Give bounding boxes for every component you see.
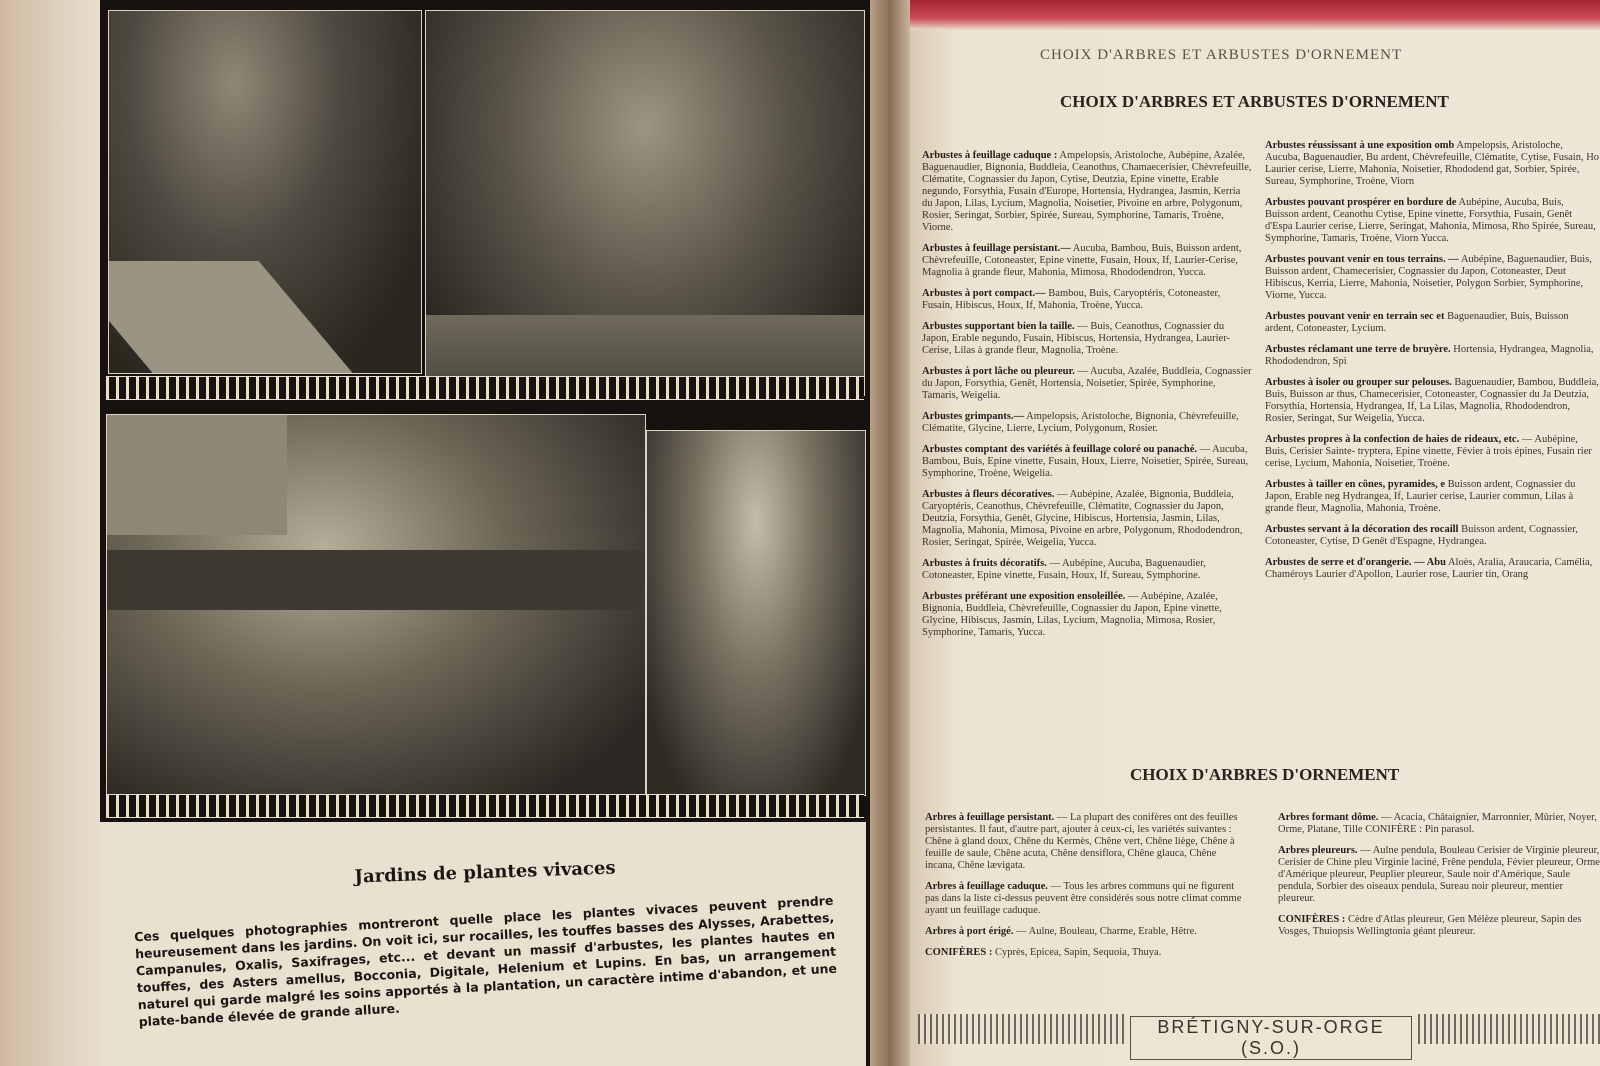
- list-entry: [1265, 197, 1600, 245]
- list-entry: [1265, 311, 1600, 335]
- entry-body: — Aulne, Bouleau, Charme, Erable, Hêtre.: [1016, 926, 1197, 937]
- ornamental-frieze-top: [106, 376, 864, 400]
- section-title: CHOIX D'ARBRES ET ARBUSTES D'ORNEMENT: [1060, 92, 1449, 111]
- list-entry: [922, 321, 1252, 357]
- entry-body: Baguenaudier, Bambou, Buddleia, Buis, Buisson ar thus, Chamecerisier, Cotoneaster, Cognassier du Ja Deutzia, Forsythia, Hortensia, Hydrangea, If, La Lilas, Magnolia, Rhododendron, Rosier, Seringat, Sur Weigelia, Yucca.: [1265, 377, 1599, 424]
- entry-body: Aubépine, Baguenaudier, Buis, Buisson ardent, Chamecerisier, Cognassier du Japon, Cotoneaster, Deut Hibiscus, Kerria, Lierre, Mahonia, Noisetier, Polygon Sorbier, Symphorine, Viorne, Yucca.: [1265, 254, 1592, 301]
- photo-path: [108, 261, 359, 374]
- entry-body: — Buis, Ceanothus, Cognassier du Japon, Erable negundo, Fusain, Hibiscus, Hortensia, Hydrangea, Laurier-Cerise, Lilas à grande fleur, Magnolia, Troène.: [922, 321, 1230, 356]
- photo-shrub-border: [425, 10, 865, 396]
- footer-place: BRÉTIGNY-SUR-ORGE (S.O.): [1130, 1016, 1412, 1060]
- entry-heading: Arbres pleureurs.: [1278, 845, 1358, 856]
- list-entry: [922, 411, 1252, 435]
- entry-body: Baguenaudier, Buis, Buisson ardent, Cotoneaster, Lycium.: [1265, 311, 1569, 334]
- entry-body: Aubépine, Aucuba, Buis, Buisson ardent, Ceanothu Cytise, Epine vinette, Forsythia, Fusain, Genêt d'Espa Laurier cerise, Lierre, Seringat, Mahonia, Mimosa, Rho Spirée, Sureau, Symphorine, Tamaris, Troène, Viorn Yucca.: [1265, 197, 1596, 244]
- caption-title: Jardins de plantes vivaces: [354, 857, 616, 888]
- list-entry: [1265, 434, 1600, 470]
- entry-heading: CONIFÈRES :: [1278, 914, 1346, 925]
- footer-ornament-right: [1418, 1014, 1600, 1044]
- entry-heading: Arbustes à fruits décoratifs.: [922, 558, 1047, 569]
- entry-body: — Tous les arbres communs qui ne figurent pas dans la liste ci-dessus peuvent être considérés sous notre climat comme ayant un feuillage caduque.: [925, 881, 1242, 916]
- photo-flower-bed: [646, 430, 866, 796]
- entry-body: Ampelopsis, Aristoloche, Bignonia, Chèvrefeuille, Clématite, Glycine, Lierre, Lycium, Polygonum, Rosier.: [922, 411, 1239, 434]
- entry-heading: Arbustes réclamant une terre de bruyère.: [1265, 344, 1451, 355]
- entry-heading: Arbres à feuillage caduque.: [925, 881, 1048, 892]
- entry-heading: Arbustes propres à la confection de haies de rideaux, etc.: [1265, 434, 1520, 445]
- list-entry: [922, 366, 1252, 402]
- entry-body: — Aubépine, Azalée, Bignonia, Buddleia, Caryoptéris, Ceanothus, Chèvrefeuille, Clématite, Cognassier du Japon, Deutzia, Forsythia, Genêt, Glycine, Hibiscus, Hortensia, Jasmin, Lilas, Magnolia, Mahonia, Mimosa, Pivoine en arbre, Polygonum, Rhododendron, Rosier, Seringat, Spirée, Weigelia, Yucca.: [922, 489, 1243, 548]
- bookmark-edge: [880, 0, 1600, 30]
- list-entry: [922, 243, 1252, 279]
- entry-heading: Arbustes préférant une exposition ensoleillée.: [922, 591, 1126, 602]
- photo-hedge: [107, 550, 645, 610]
- entry-heading: Arbustes supportant bien la taille.: [922, 321, 1075, 332]
- section-title-2: CHOIX D'ARBRES D'ORNEMENT: [1130, 765, 1400, 784]
- list-entry: [925, 812, 1245, 872]
- ornamental-frieze-bottom: [106, 794, 864, 818]
- entry-heading: Arbres formant dôme.: [1278, 812, 1379, 823]
- entry-heading: Arbustes à port compact.—: [922, 288, 1046, 299]
- entry-body: Ampelopsis, Aristoloche, Aucuba, Baguenaudier, Bu ardent, Chèvrefeuille, Clématite, Cytise, Fusain, Ho Laurier cerise, Lierre, Mahonia, Noisetier, Rhododend gat, Sorbier, Spirée, Sureau, Symphorine, Troène, Viorn: [1265, 140, 1600, 187]
- list-entry: [922, 591, 1252, 639]
- list-entry: [1265, 140, 1600, 188]
- entry-body: Buisson ardent, Cognassier, Cotoneaster, Cytise, D Genêt d'Espagne, Hydrangea.: [1265, 524, 1578, 547]
- entry-heading: Arbustes à feuillage caduque :: [922, 150, 1058, 161]
- entry-heading: Arbustes à feuillage persistant.—: [922, 243, 1071, 254]
- book-spine: [870, 0, 910, 1066]
- photo-house-garden: [106, 414, 646, 796]
- entry-heading: Arbustes pouvant venir en tous terrains. —: [1265, 254, 1459, 265]
- entry-body: — La plupart des conifères ont des feuilles persistantes. Il faut, d'autre part, ajouter à ceux-ci, les variétés suivantes : Chêne à gland doux, Chêne du Kermès, Chêne vert, Chêne liège, Chêne à feuille de saule, Chêne acuta, Chêne densiflora, Chêne glauca, Chêne incana, Chêne lævigata.: [925, 812, 1238, 871]
- entry-heading: CONIFÈRES :: [925, 947, 993, 958]
- caption-box: [100, 822, 866, 1066]
- entry-body: Hortensia, Hydrangea, Magnolia, Rhododendron, Spi: [1265, 344, 1594, 367]
- footer-ornament-left: [918, 1014, 1128, 1044]
- entry-body: — Aubépine, Aucuba, Baguenaudier, Cotoneaster, Epine vinette, Fusain, Houx, If, Sureau, Symphorine.: [922, 558, 1206, 581]
- entry-body: — Aubépine, Azalée, Bignonia, Buddleia, Chèvrefeuille, Cognassier du Japon, Epine vinette, Glycine, Hibiscus, Jasmin, Lilas, Lycium, Magnolia, Mimosa, Rosier, Symphorine, Tamaris, Yucca.: [922, 591, 1222, 638]
- entry-heading: Arbustes à port lâche ou pleureur.: [922, 366, 1075, 377]
- entry-body: — Aubépine, Buis, Cerisier Sainte- tryptera, Epine vinette, Févier à trois épines, Fusain rier cerise, Lycium, Mahonia, Noisetier, Troène.: [1265, 434, 1592, 469]
- arbres-column-right: [1278, 812, 1600, 947]
- entry-body: — Acacia, Châtaignier, Marronnier, Mûrier, Noyer, Orme, Platane, Tille CONIFÈRE : Pin parasol.: [1278, 812, 1597, 835]
- entry-heading: Arbustes grimpants.—: [922, 411, 1025, 422]
- entry-body: — Aucuba, Bambou, Buis, Epine vinette, Fusain, Houx, Lierre, Noisetier, Spirée, Sureau, Symphorine, Troène, Weigelia.: [922, 444, 1249, 479]
- entry-heading: Arbustes pouvant prospérer en bordure de: [1265, 197, 1457, 208]
- entry-body: Bambou, Buis, Caryoptéris, Cotoneaster, Fusain, Hibiscus, Houx, If, Mahonia, Troène, Yucca.: [922, 288, 1221, 311]
- page-footer: [910, 1010, 1600, 1058]
- photo-rock-garden: [108, 10, 422, 374]
- photo-house: [107, 415, 287, 535]
- list-entry: [1265, 344, 1600, 368]
- list-entry: [922, 288, 1252, 312]
- entry-heading: Arbres à feuillage persistant.: [925, 812, 1055, 823]
- list-entry: [1278, 812, 1600, 836]
- arbustes-column-left: [922, 150, 1252, 648]
- entry-body: Aucuba, Bambou, Buis, Buisson ardent, Chèvrefeuille, Cotoneaster, Epine vinette, Fusain, Houx, If, Laurier-Cerise, Magnolia à grande fleur, Mahonia, Mimosa, Rhododendron, Yucca.: [922, 243, 1242, 278]
- entry-heading: Arbustes à isoler ou grouper sur pelouses.: [1265, 377, 1452, 388]
- entry-heading: Arbustes servant à la décoration des rocaill: [1265, 524, 1459, 535]
- entry-heading: Arbustes réussissant à une exposition omb: [1265, 140, 1455, 151]
- entry-heading: Arbustes à tailler en cônes, pyramides, e: [1265, 479, 1446, 490]
- entry-body: — Aulne pendula, Bouleau Cerisier de Virginie pleureur, Cerisier de Chine pleu Virginie laciné, Frêne pendula, Févier pleureur, Orme d'Amérique pleureur, Peuplier pleureur, Saule noir d'Amérique, Saule pendula, Sorbier des oiseaux pendula, Sureau noir pleureur, mentier pleureur.: [1278, 845, 1600, 904]
- arbustes-column-right: [1265, 140, 1600, 590]
- arbres-column-left: [925, 812, 1245, 968]
- entry-body: Buisson ardent, Cognassier du Japon, Erable neg Hydrangea, If, Laurier cerise, Laurier commun, Lilas à grande fleur, Magnolia, Mahonia, Troène.: [1265, 479, 1576, 514]
- list-entry: [1265, 254, 1600, 302]
- list-entry: [1278, 914, 1600, 938]
- entry-heading: Arbustes comptant des variétés à feuillage coloré ou panaché.: [922, 444, 1198, 455]
- list-entry: [922, 489, 1252, 549]
- caption-text: Ces quelques photographies montreront quelle place les plantes vivaces peuvent prendre heureusement dans les jardins. On voit ici, sur rocailles, les touffes basses des Alysses, Arabettes, Campanules, Oxalis, Saxifrages, etc... et devant un massif d'arbustes, les plantes hautes en touffes, des Asters amellus, Bocconia, Digitale, Helenium et Lupins. En bas, un arrangement naturel qui garde malgré les soins apportés à la plantation, un caractère intime d'abandon, et une plate-bande élevée de grande allure.: [133, 892, 838, 1030]
- entry-body: Cèdre d'Atlas pleureur, Gen Mélèze pleureur, Sapin des Vosges, Thuiopsis Wellingtonia géant pleureur.: [1278, 914, 1582, 937]
- entry-heading: Arbustes de serre et d'orangerie. — Abu: [1265, 557, 1446, 568]
- entry-heading: Arbustes à fleurs décoratives.: [922, 489, 1055, 500]
- list-entry: [925, 881, 1245, 917]
- running-head: CHOIX D'ARBRES ET ARBUSTES D'ORNEMENT: [1040, 47, 1403, 63]
- list-entry: [1278, 845, 1600, 905]
- list-entry: [1265, 377, 1600, 425]
- list-entry: [1265, 524, 1600, 548]
- list-entry: [925, 926, 1245, 938]
- entry-body: — Aucuba, Azalée, Buddleia, Cognassier du Japon, Forsythia, Genêt, Hortensia, Noisetier, Spirée, Symphorine, Tamaris, Weigelia.: [922, 366, 1252, 401]
- list-entry: [922, 150, 1252, 234]
- list-entry: [922, 444, 1252, 480]
- list-entry: [1265, 479, 1600, 515]
- list-entry: [922, 558, 1252, 582]
- entry-heading: Arbustes pouvant venir en terrain sec et: [1265, 311, 1445, 322]
- list-entry: [1265, 557, 1600, 581]
- entry-body: Cyprès, Epicea, Sapin, Sequoia, Thuya.: [995, 947, 1162, 958]
- list-entry: [925, 947, 1245, 959]
- entry-body: Ampelopsis, Aristoloche, Aubépine, Azalée, Baguenaudier, Bignonia, Buddleia, Ceanothus, Chamaecerisier, Chèvrefeuille, Clématite, Cognassier du Japon, Cytise, Deutzia, Epine vinette, Erable negundo, Forsythia, Fusain d'Europe, Hortensia, Hydrangea, Jasmin, Kerria du Japon, Lilas, Lycium, Magnolia, Noisetier, Pivoine en arbre, Polygonum, Rosier, Seringat, Sorbier, Spirée, Sureau, Symphorine, Tamaris, Troène, Viorne.: [922, 150, 1252, 233]
- entry-body: Aloès, Aralia, Araucaria, Camélia, Chaméroys Laurier d'Apollon, Laurier rose, Laurier tin, Orang: [1265, 557, 1593, 580]
- entry-heading: Arbres à port érigé.: [925, 926, 1014, 937]
